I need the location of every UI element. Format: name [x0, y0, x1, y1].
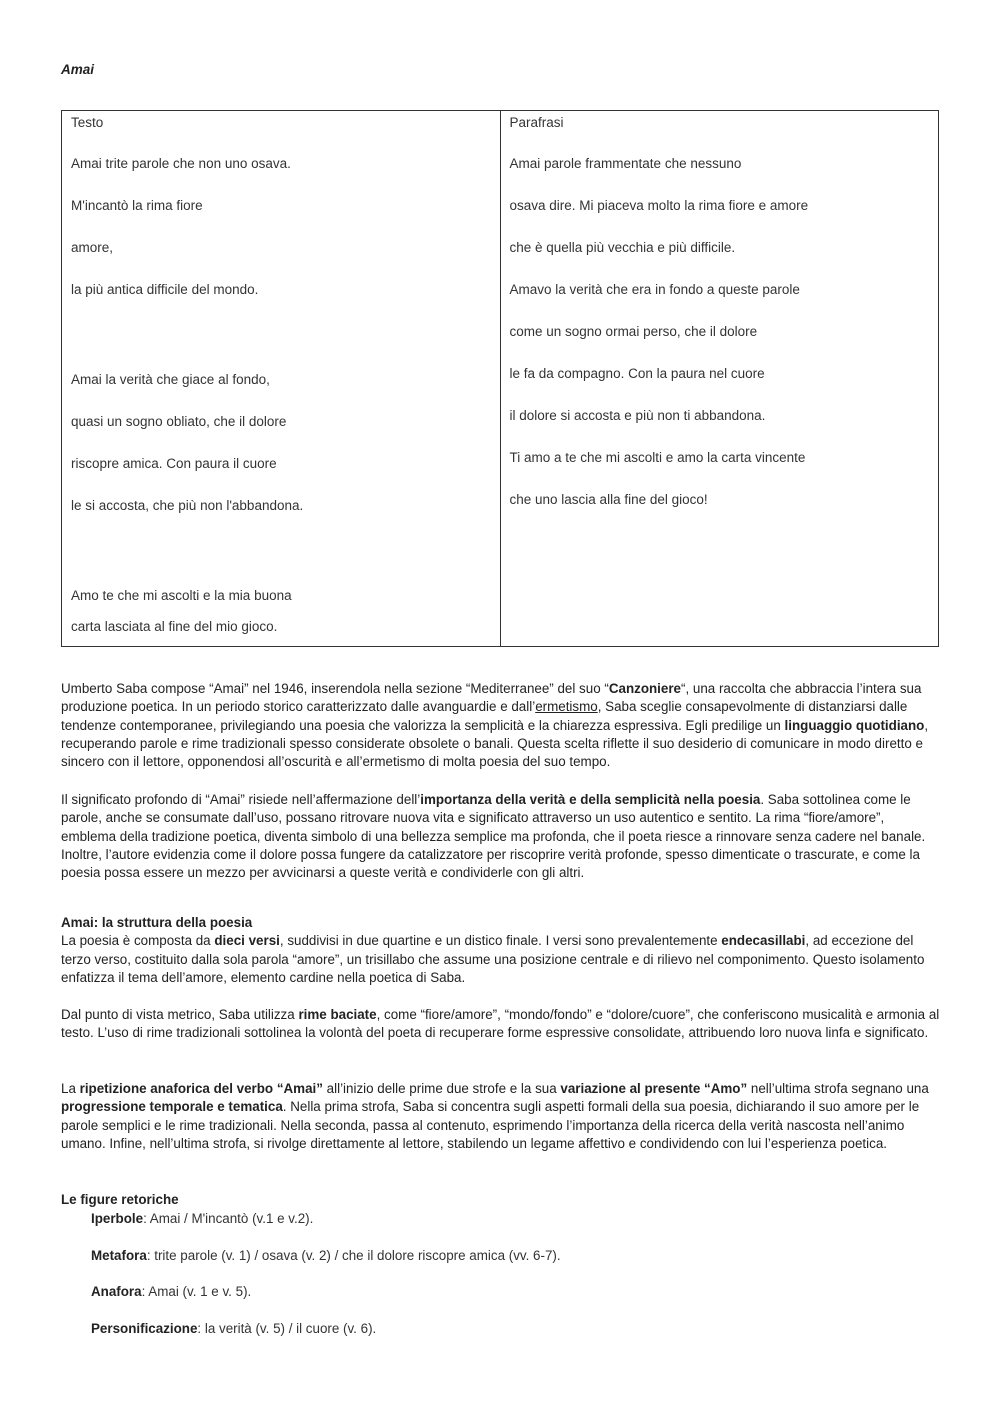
testo-line: M'incantò la rima fiore [71, 198, 203, 213]
testo-line: carta lasciata al fine del mio gioco. [71, 619, 278, 634]
parafrasi-column [500, 111, 939, 647]
figure-item: Anafora: Amai (v. 1 e v. 5). [91, 1284, 252, 1300]
testo-line: Amai trite parole che non uno osava. [71, 156, 291, 171]
parafrasi-line: le fa da compagno. Con la paura nel cuore [509, 366, 765, 381]
figure-item: Iperbole: Amai / M'incantò (v.1 e v.2). [91, 1211, 314, 1226]
testo-line: la più antica difficile del mondo. [71, 282, 259, 297]
figures-list [91, 1208, 561, 1355]
parafrasi-line: come un sogno ormai perso, che il dolore [509, 324, 758, 339]
parafrasi-line: Amai parole frammentate che nessuno [509, 156, 742, 171]
figure-item: Personificazione: la verità (v. 5) / il cuore (v. 6). [91, 1321, 377, 1337]
figure-item: Metafora: trite parole (v. 1) / osava (v. 2) / che il dolore riscopre amica (vv. 6-7). [91, 1247, 561, 1263]
meaning-paragraph: Il significato profondo di “Amai” risiede nell’affermazione dell’importanza della verità e della semplicità nella poesia. Saba sottolinea come le parole, anche se consumate dall’uso, possano ritrovare nuova vita e significato attraverso un uso autentico e sentito. La rima “fiore/amore”, emblema della tradizione poetica, diventa simbolo di una bellezza semplice ma profonda, che il poeta riesce a rinnovare senza cadere nel banale. Inoltre, l’autore evidenzia come il dolore possa fungere da catalizzatore per riscoprire verità profonde, spesso dimenticate o trascurate, e come la poesia possa essere un mezzo per avvicinarsi a queste verità e condividerle con gli altri. [61, 792, 926, 881]
parafrasi-line: che è quella più vecchia e più difficile. [509, 240, 736, 255]
structure-section: Amai: la struttura della poesia La poesia è composta da dieci versi, suddivisi in due quartine e un distico finale. I versi sono prevalentemente endecasillabi, ad eccezione del terzo verso, costituito dalla sola parola “amore”, un trisillabo che assume una posizione centrale e di rilievo nel componimento. Questo isolamento enfatizza il tema dell’amore, elemento cardine nella poetica di Saba. [61, 914, 941, 987]
anaphora-paragraph: La ripetizione anaforica del verbo “Amai” all’inizio delle prime due strofe e la sua variazione al presente “Amo” nell’ultima strofa segnano una progressione temporale e tematica. Nella prima strofa, Saba si concentra sugli aspetti formali della sua poesia, dichiarando il suo amore per le parole semplici e le rime tradizionali. Nella seconda, passa al contenuto, esprimendo l’importanza della ricerca della verità nascosta nell’animo umano. Infine, nell’ultima strofa, si rivolge direttamente al lettore, stabilendo un legame affettivo e condividendo con lui l’esperienza poetica. [61, 1081, 929, 1151]
parafrasi-header: Parafrasi [509, 115, 564, 130]
parafrasi-line: Amavo la verità che era in fondo a queste parole [509, 282, 800, 297]
testo-line: Amo te che mi ascolti e la mia buona [71, 588, 292, 603]
testo-line: le si accosta, che più non l'abbandona. [71, 498, 304, 513]
testo-column [62, 111, 501, 647]
structure-heading: Amai: la struttura della poesia [61, 915, 253, 930]
testo-line: quasi un sogno obliato, che il dolore [71, 414, 287, 429]
figures-heading: Le figure retoriche [61, 1192, 179, 1207]
document-title: Amai [61, 62, 95, 77]
parafrasi-line: il dolore si accosta e più non ti abbandona. [509, 408, 766, 423]
testo-header: Testo [71, 115, 104, 130]
parafrasi-line: osava dire. Mi piaceva molto la rima fiore e amore [509, 198, 809, 213]
intro-paragraph: Umberto Saba compose “Amai” nel 1946, inserendola nella sezione “Mediterranee” del suo “Canzoniere“, una raccolta che abbraccia l’intera sua produzione poetica. In un periodo storico caratterizzato dalle avanguardie e dall’ermetismo, Saba sceglie consapevolmente di distanziarsi dalle tendenze contemporanee, privilegiando una poesia che valorizza la semplicità e la chiarezza espressiva. Egli predilige un linguaggio quotidiano, recuperando parole e rime tradizionali spesso considerate obsolete o banali. Questa scelta riflette il suo desiderio di comunicare in modo diretto e sincero con il lettore, opponendosi all’oscurità e all’ermetismo di molta poesia del suo tempo. [61, 681, 929, 770]
testo-line: amore, [71, 240, 114, 255]
poem-table [61, 110, 939, 647]
testo-line: riscopre amica. Con paura il cuore [71, 456, 277, 471]
figures-heading-block [61, 1191, 941, 1209]
testo-line: Amai la verità che giace al fondo, [71, 372, 270, 387]
parafrasi-line: che uno lascia alla fine del gioco! [509, 492, 708, 507]
metric-paragraph: Dal punto di vista metrico, Saba utilizza rime baciate, come “fiore/amore”, “mondo/fondo” e “dolore/cuore”, che conferiscono musicalità e armonia al testo. L’uso di rime tradizionali sottolinea la volontà del poeta di recuperare forme espressive consolidate, attribuendo loro nuova linfa e significato. [61, 1007, 940, 1041]
ermetismo-link[interactable]: ermetismo [535, 699, 598, 715]
parafrasi-line: Ti amo a te che mi ascolti e amo la carta vincente [509, 450, 806, 465]
